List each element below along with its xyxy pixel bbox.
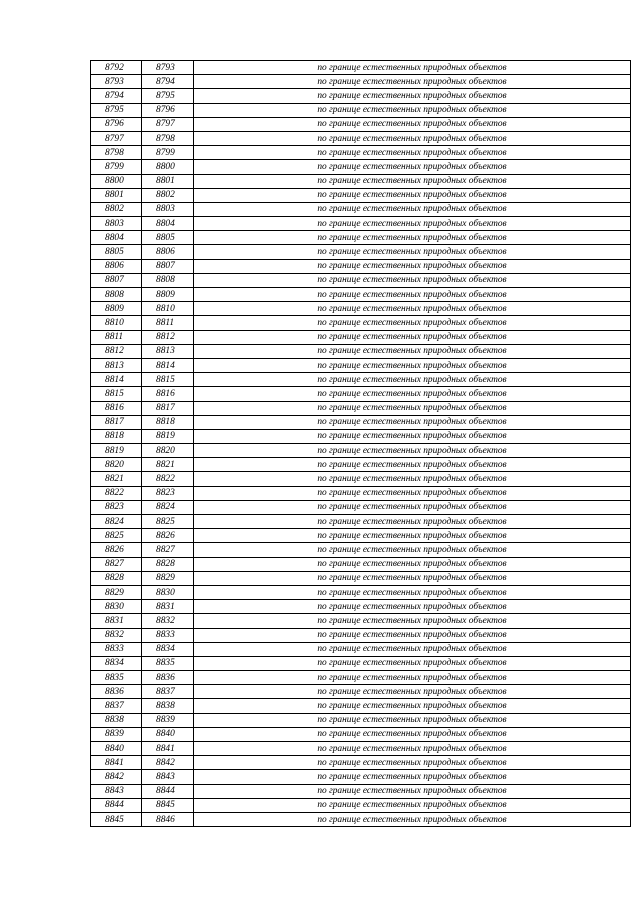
to-point-cell: 8838 [142, 699, 194, 713]
boundary-description-cell: по границе естественных природных объектов [194, 217, 631, 231]
to-point-cell: 8819 [142, 429, 194, 443]
from-point-cell: 8831 [91, 614, 142, 628]
to-point-cell: 8807 [142, 259, 194, 273]
table-row [91, 288, 631, 302]
from-point-cell: 8806 [91, 259, 142, 273]
boundary-description-cell: по границе естественных природных объектов [194, 373, 631, 387]
to-point-cell: 8823 [142, 486, 194, 500]
table-row [91, 174, 631, 188]
boundary-description-cell: по границе естественных природных объектов [194, 727, 631, 741]
to-point-cell: 8821 [142, 458, 194, 472]
from-point-cell: 8834 [91, 656, 142, 670]
to-point-cell: 8846 [142, 812, 194, 826]
from-point-cell: 8826 [91, 543, 142, 557]
boundary-description-cell: по границе естественных природных объектов [194, 742, 631, 756]
table-row [91, 429, 631, 443]
to-point-cell: 8794 [142, 75, 194, 89]
from-point-cell: 8821 [91, 472, 142, 486]
boundary-description-cell: по границе естественных природных объектов [194, 500, 631, 514]
from-point-cell: 8822 [91, 486, 142, 500]
to-point-cell: 8824 [142, 500, 194, 514]
to-point-cell: 8815 [142, 373, 194, 387]
to-point-cell: 8806 [142, 245, 194, 259]
to-point-cell: 8795 [142, 89, 194, 103]
boundary-description-cell: по границе естественных природных объектов [194, 131, 631, 145]
boundary-description-cell: по границе естественных природных объектов [194, 458, 631, 472]
from-point-cell: 8830 [91, 600, 142, 614]
to-point-cell: 8840 [142, 727, 194, 741]
table-row [91, 75, 631, 89]
table-row [91, 458, 631, 472]
boundary-description-cell: по границе естественных природных объектов [194, 358, 631, 372]
boundary-description-cell: по границе естественных природных объектов [194, 202, 631, 216]
boundary-description-cell: по границе естественных природных объектов [194, 245, 631, 259]
to-point-cell: 8799 [142, 146, 194, 160]
boundary-description-cell: по границе естественных природных объектов [194, 302, 631, 316]
from-point-cell: 8816 [91, 401, 142, 415]
boundary-description-cell: по границе естественных природных объектов [194, 642, 631, 656]
to-point-cell: 8802 [142, 188, 194, 202]
to-point-cell: 8831 [142, 600, 194, 614]
boundary-description-cell: по границе естественных природных объектов [194, 174, 631, 188]
to-point-cell: 8835 [142, 656, 194, 670]
table-row [91, 273, 631, 287]
table-row [91, 784, 631, 798]
to-point-cell: 8816 [142, 387, 194, 401]
to-point-cell: 8822 [142, 472, 194, 486]
boundary-description-cell: по границе естественных природных объектов [194, 316, 631, 330]
from-point-cell: 8796 [91, 117, 142, 131]
boundary-description-cell: по границе естественных природных объектов [194, 344, 631, 358]
to-point-cell: 8834 [142, 642, 194, 656]
boundary-description-cell: по границе естественных природных объектов [194, 472, 631, 486]
to-point-cell: 8813 [142, 344, 194, 358]
table-row [91, 373, 631, 387]
table-row [91, 358, 631, 372]
from-point-cell: 8810 [91, 316, 142, 330]
table-row [91, 656, 631, 670]
to-point-cell: 8810 [142, 302, 194, 316]
from-point-cell: 8827 [91, 557, 142, 571]
table-row [91, 245, 631, 259]
from-point-cell: 8828 [91, 571, 142, 585]
table-row [91, 89, 631, 103]
table-row [91, 330, 631, 344]
to-point-cell: 8825 [142, 515, 194, 529]
from-point-cell: 8808 [91, 288, 142, 302]
to-point-cell: 8842 [142, 756, 194, 770]
from-point-cell: 8843 [91, 784, 142, 798]
to-point-cell: 8827 [142, 543, 194, 557]
table-row [91, 614, 631, 628]
boundary-description-cell: по границе естественных природных объектов [194, 415, 631, 429]
table-row [91, 117, 631, 131]
table-row [91, 628, 631, 642]
boundary-description-cell: по границе естественных природных объектов [194, 628, 631, 642]
to-point-cell: 8844 [142, 784, 194, 798]
table-row [91, 742, 631, 756]
from-point-cell: 8818 [91, 429, 142, 443]
table-row [91, 415, 631, 429]
boundary-description-cell: по границе естественных природных объектов [194, 401, 631, 415]
from-point-cell: 8819 [91, 444, 142, 458]
from-point-cell: 8825 [91, 529, 142, 543]
boundary-description-cell: по границе естественных природных объектов [194, 444, 631, 458]
from-point-cell: 8820 [91, 458, 142, 472]
to-point-cell: 8826 [142, 529, 194, 543]
boundary-description-cell: по границе естественных природных объектов [194, 543, 631, 557]
boundary-description-cell: по границе естественных природных объектов [194, 288, 631, 302]
to-point-cell: 8808 [142, 273, 194, 287]
to-point-cell: 8843 [142, 770, 194, 784]
boundary-description-cell: по границе естественных природных объектов [194, 387, 631, 401]
boundary-description-cell: по границе естественных природных объектов [194, 600, 631, 614]
boundary-description-cell: по границе естественных природных объектов [194, 656, 631, 670]
to-point-cell: 8800 [142, 160, 194, 174]
boundary-description-cell: по границе естественных природных объектов [194, 75, 631, 89]
to-point-cell: 8817 [142, 401, 194, 415]
to-point-cell: 8811 [142, 316, 194, 330]
table-row [91, 798, 631, 812]
boundary-description-cell: по границе естественных природных объектов [194, 529, 631, 543]
to-point-cell: 8805 [142, 231, 194, 245]
to-point-cell: 8841 [142, 742, 194, 756]
to-point-cell: 8797 [142, 117, 194, 131]
boundary-description-cell: по границе естественных природных объектов [194, 429, 631, 443]
table-row [91, 188, 631, 202]
from-point-cell: 8814 [91, 373, 142, 387]
table-row [91, 600, 631, 614]
to-point-cell: 8839 [142, 713, 194, 727]
table-row [91, 146, 631, 160]
table-row [91, 770, 631, 784]
from-point-cell: 8800 [91, 174, 142, 188]
from-point-cell: 8792 [91, 61, 142, 75]
to-point-cell: 8837 [142, 685, 194, 699]
to-point-cell: 8804 [142, 217, 194, 231]
table-row [91, 259, 631, 273]
to-point-cell: 8812 [142, 330, 194, 344]
table-row [91, 713, 631, 727]
from-point-cell: 8837 [91, 699, 142, 713]
to-point-cell: 8845 [142, 798, 194, 812]
from-point-cell: 8793 [91, 75, 142, 89]
from-point-cell: 8811 [91, 330, 142, 344]
from-point-cell: 8799 [91, 160, 142, 174]
to-point-cell: 8814 [142, 358, 194, 372]
boundary-description-cell: по границе естественных природных объектов [194, 146, 631, 160]
boundary-description-cell: по границе естественных природных объектов [194, 160, 631, 174]
to-point-cell: 8828 [142, 557, 194, 571]
table-body [91, 61, 631, 827]
from-point-cell: 8795 [91, 103, 142, 117]
boundary-description-cell: по границе естественных природных объектов [194, 515, 631, 529]
from-point-cell: 8841 [91, 756, 142, 770]
table-row [91, 515, 631, 529]
table-row [91, 472, 631, 486]
from-point-cell: 8840 [91, 742, 142, 756]
boundary-description-cell: по границе естественных природных объектов [194, 188, 631, 202]
table-row [91, 685, 631, 699]
from-point-cell: 8794 [91, 89, 142, 103]
table-row [91, 61, 631, 75]
table-row [91, 571, 631, 585]
from-point-cell: 8798 [91, 146, 142, 160]
to-point-cell: 8820 [142, 444, 194, 458]
from-point-cell: 8844 [91, 798, 142, 812]
to-point-cell: 8801 [142, 174, 194, 188]
table-row [91, 671, 631, 685]
to-point-cell: 8793 [142, 61, 194, 75]
table-row [91, 160, 631, 174]
from-point-cell: 8815 [91, 387, 142, 401]
boundary-description-cell: по границе естественных природных объектов [194, 685, 631, 699]
boundary-description-cell: по границе естественных природных объектов [194, 784, 631, 798]
table-row [91, 529, 631, 543]
table-row [91, 699, 631, 713]
boundary-description-cell: по границе естественных природных объектов [194, 273, 631, 287]
from-point-cell: 8839 [91, 727, 142, 741]
table-row [91, 401, 631, 415]
boundary-table [90, 60, 631, 827]
boundary-description-cell: по границе естественных природных объектов [194, 812, 631, 826]
from-point-cell: 8842 [91, 770, 142, 784]
table-row [91, 756, 631, 770]
from-point-cell: 8801 [91, 188, 142, 202]
from-point-cell: 8833 [91, 642, 142, 656]
table-row [91, 231, 631, 245]
from-point-cell: 8838 [91, 713, 142, 727]
table-row [91, 302, 631, 316]
boundary-description-cell: по границе естественных природных объектов [194, 117, 631, 131]
to-point-cell: 8803 [142, 202, 194, 216]
to-point-cell: 8796 [142, 103, 194, 117]
from-point-cell: 8836 [91, 685, 142, 699]
from-point-cell: 8817 [91, 415, 142, 429]
from-point-cell: 8807 [91, 273, 142, 287]
boundary-description-cell: по границе естественных природных объектов [194, 699, 631, 713]
boundary-description-cell: по границе естественных природных объектов [194, 89, 631, 103]
boundary-description-cell: по границе естественных природных объектов [194, 557, 631, 571]
to-point-cell: 8832 [142, 614, 194, 628]
to-point-cell: 8836 [142, 671, 194, 685]
from-point-cell: 8803 [91, 217, 142, 231]
from-point-cell: 8802 [91, 202, 142, 216]
table-row [91, 812, 631, 826]
from-point-cell: 8813 [91, 358, 142, 372]
boundary-description-cell: по границе естественных природных объектов [194, 231, 631, 245]
table-row [91, 387, 631, 401]
from-point-cell: 8835 [91, 671, 142, 685]
boundary-description-cell: по границе естественных природных объектов [194, 614, 631, 628]
boundary-description-cell: по границе естественных природных объектов [194, 798, 631, 812]
table-row [91, 557, 631, 571]
boundary-description-cell: по границе естественных природных объектов [194, 259, 631, 273]
table-row [91, 344, 631, 358]
table-row [91, 727, 631, 741]
from-point-cell: 8809 [91, 302, 142, 316]
from-point-cell: 8823 [91, 500, 142, 514]
boundary-description-cell: по границе естественных природных объектов [194, 61, 631, 75]
table-row [91, 103, 631, 117]
table-row [91, 486, 631, 500]
boundary-description-cell: по границе естественных природных объектов [194, 585, 631, 599]
to-point-cell: 8798 [142, 131, 194, 145]
boundary-description-cell: по границе естественных природных объектов [194, 571, 631, 585]
boundary-description-cell: по границе естественных природных объектов [194, 486, 631, 500]
to-point-cell: 8809 [142, 288, 194, 302]
from-point-cell: 8829 [91, 585, 142, 599]
boundary-description-cell: по границе естественных природных объектов [194, 713, 631, 727]
boundary-description-cell: по границе естественных природных объектов [194, 756, 631, 770]
boundary-description-cell: по границе естественных природных объектов [194, 770, 631, 784]
from-point-cell: 8832 [91, 628, 142, 642]
from-point-cell: 8804 [91, 231, 142, 245]
table-row [91, 543, 631, 557]
boundary-description-cell: по границе естественных природных объектов [194, 103, 631, 117]
to-point-cell: 8830 [142, 585, 194, 599]
table-row [91, 585, 631, 599]
from-point-cell: 8805 [91, 245, 142, 259]
to-point-cell: 8829 [142, 571, 194, 585]
boundary-description-cell: по границе естественных природных объектов [194, 330, 631, 344]
table-row [91, 500, 631, 514]
to-point-cell: 8818 [142, 415, 194, 429]
from-point-cell: 8797 [91, 131, 142, 145]
from-point-cell: 8812 [91, 344, 142, 358]
table-row [91, 316, 631, 330]
table-row [91, 202, 631, 216]
table-row [91, 131, 631, 145]
table-row [91, 217, 631, 231]
to-point-cell: 8833 [142, 628, 194, 642]
from-point-cell: 8845 [91, 812, 142, 826]
table-row [91, 444, 631, 458]
boundary-description-cell: по границе естественных природных объектов [194, 671, 631, 685]
from-point-cell: 8824 [91, 515, 142, 529]
table-row [91, 642, 631, 656]
